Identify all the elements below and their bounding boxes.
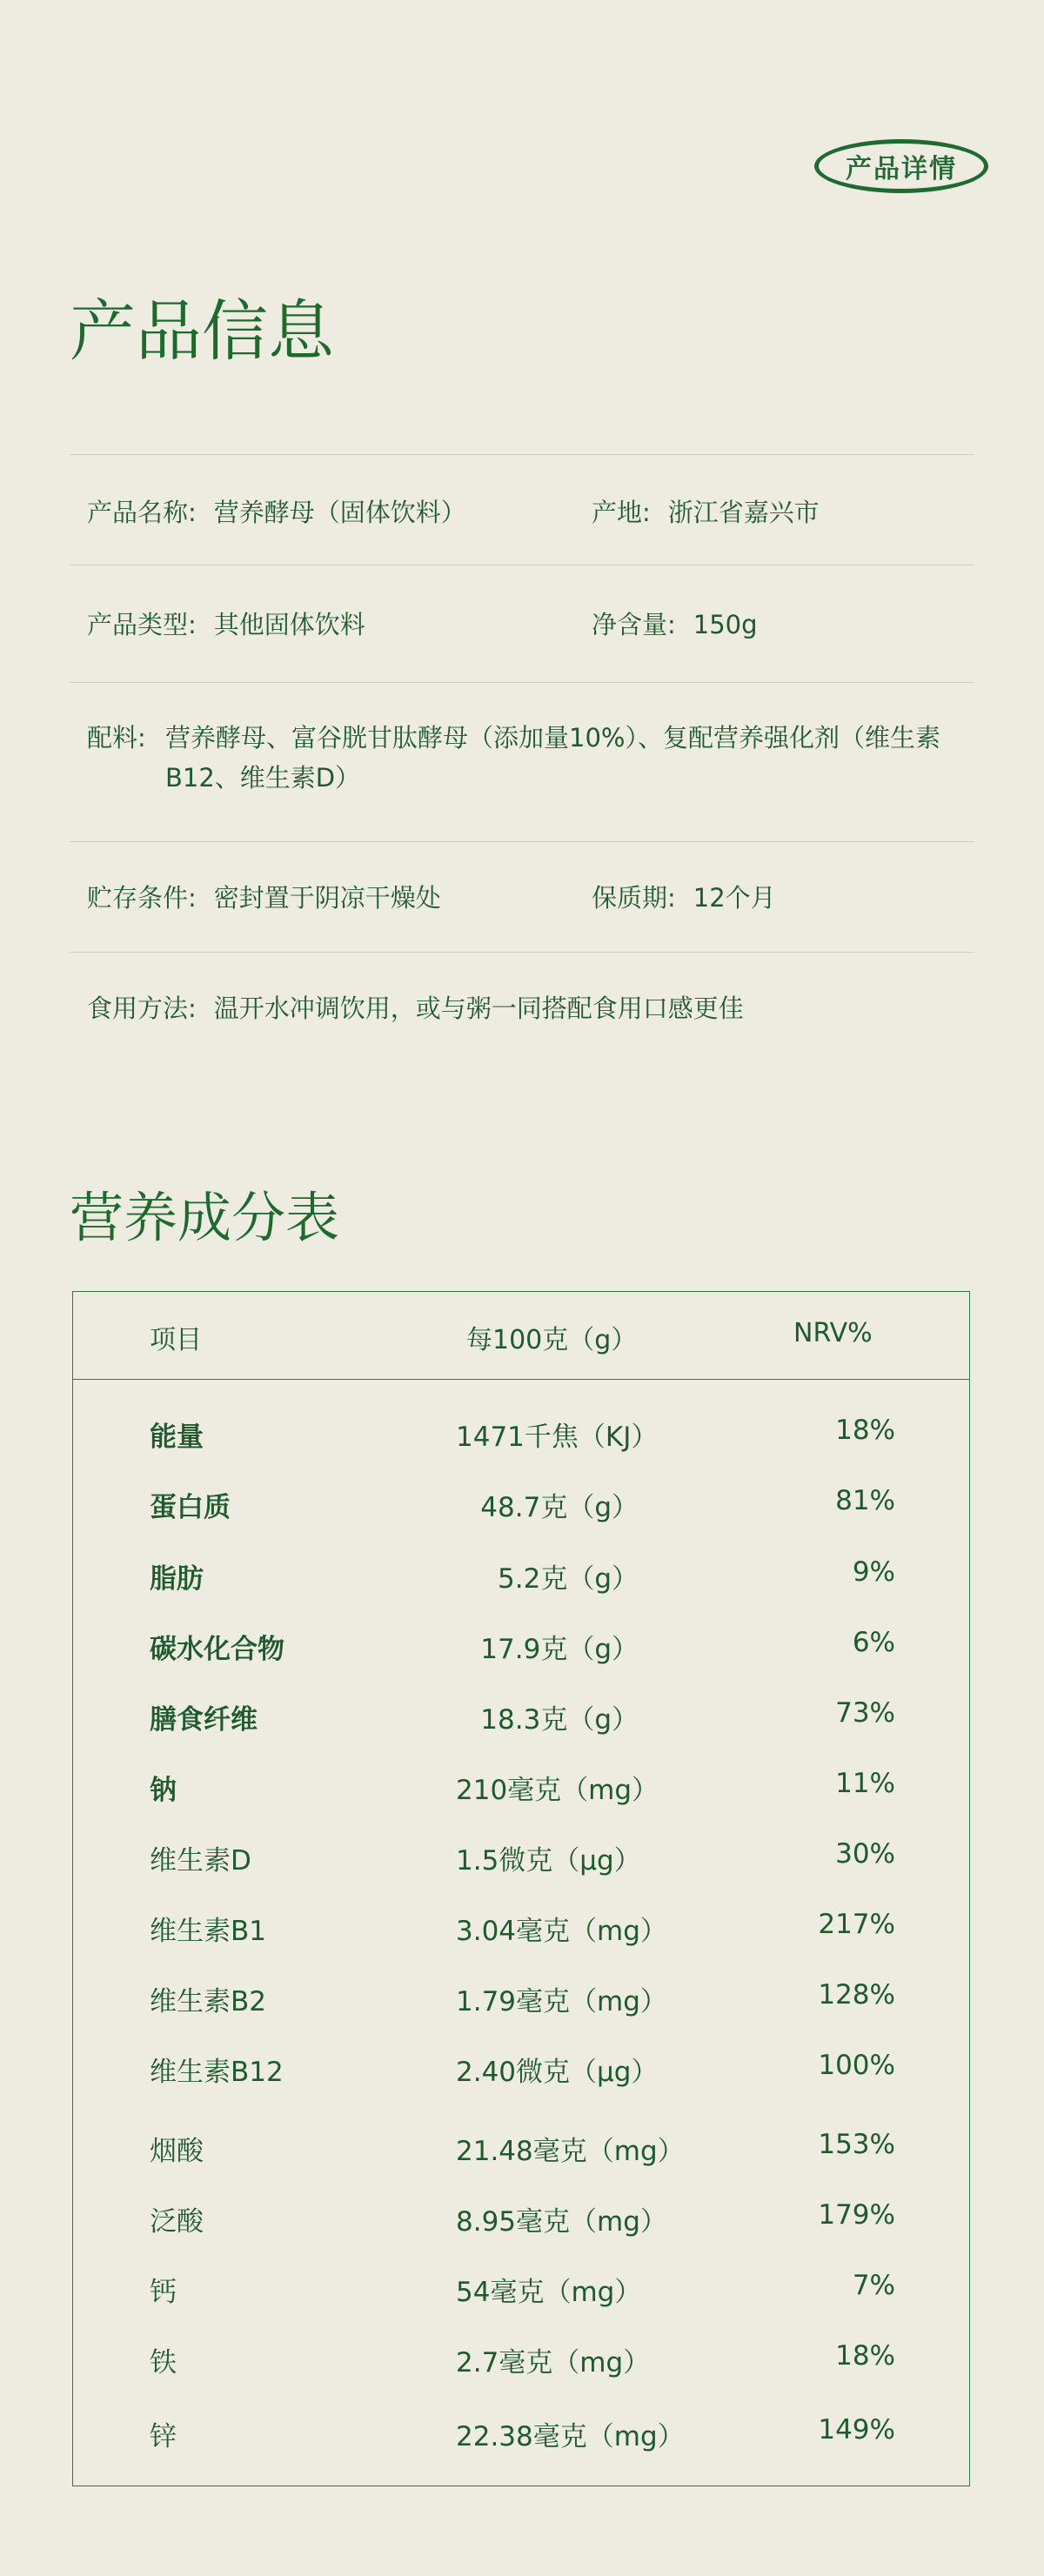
nutrition-table-header: [73, 1292, 969, 1380]
nutrient-amount: 1.5微克（μg）: [456, 1845, 641, 1877]
nutrient-nrv: 149%: [818, 2414, 895, 2446]
nutrition-row: [73, 2199, 969, 2238]
nutrition-row: [73, 2050, 969, 2088]
nutrition-row: [73, 2340, 969, 2379]
nutrient-name: 泛酸: [150, 2206, 204, 2238]
usage-field: [87, 989, 744, 1025]
nutrient-nrv: 6%: [852, 1627, 895, 1658]
product-details-badge: 产品详情: [814, 139, 988, 193]
header-item: 项目: [150, 1325, 202, 1355]
nutrition-table: [72, 1291, 970, 2486]
nutrition-row: [73, 1415, 969, 1453]
nutrition-row: [73, 1697, 969, 1736]
nutrient-nrv: 81%: [835, 1485, 895, 1516]
product-name-value: 营养酵母（固体饮料）: [213, 498, 466, 527]
origin-label: 产地:: [592, 498, 651, 527]
shelf-life-label: 保质期:: [592, 883, 676, 913]
product-type-label: 产品类型:: [87, 610, 197, 639]
nutrient-name: 钠: [150, 1775, 177, 1806]
nutrition-row: [73, 1909, 969, 1947]
nutrient-name: 膳食纤维: [150, 1704, 258, 1736]
net-content-field: [592, 606, 758, 641]
nutrient-amount: 1.79毫克（mg）: [456, 1986, 667, 2017]
nutrient-nrv: 9%: [852, 1556, 895, 1588]
info-row-storage: [70, 841, 974, 952]
nutrient-amount: 48.7克（g）: [480, 1492, 639, 1523]
shelf-life-value: 12个月: [693, 883, 776, 913]
nutrient-amount: 3.04毫克（mg）: [456, 1916, 667, 1947]
nutrition-row: [73, 2270, 969, 2308]
storage-field: [87, 879, 441, 914]
nutrient-amount: 8.95毫克（mg）: [456, 2206, 667, 2238]
nutrient-amount: 5.2克（g）: [498, 1563, 639, 1595]
nutrient-amount: 2.7毫克（mg）: [456, 2347, 651, 2379]
nutrient-name: 维生素B12: [150, 2057, 284, 2088]
nutrient-name: 碳水化合物: [150, 1634, 284, 1665]
nutrient-nrv: 100%: [818, 2050, 895, 2081]
nutrient-name: 锌: [150, 2421, 177, 2452]
nutrient-name: 铁: [150, 2347, 177, 2379]
nutrition-row: [73, 1838, 969, 1877]
nutrient-name: 蛋白质: [150, 1492, 231, 1523]
nutrient-nrv: 179%: [818, 2199, 895, 2231]
nutrition-row: [73, 1485, 969, 1523]
product-name-field: [87, 493, 466, 529]
nutrient-nrv: 128%: [818, 1979, 895, 2011]
nutrient-name: 维生素B2: [150, 1986, 266, 2017]
nutrient-amount: 18.3克（g）: [480, 1704, 639, 1736]
nutrient-amount: 21.48毫克（mg）: [456, 2136, 685, 2167]
info-row-usage: [70, 952, 974, 1062]
nutrition-row: [73, 1979, 969, 2017]
nutrition-row: [73, 1768, 969, 1806]
nutrient-nrv: 18%: [835, 1415, 895, 1446]
nutrient-amount: 1471千焦（KJ）: [456, 1422, 659, 1453]
ingredients-field: [87, 718, 940, 798]
nutrient-nrv: 30%: [835, 1838, 895, 1870]
origin-field: [592, 493, 820, 529]
shelf-life-field: [592, 879, 776, 914]
nutrient-nrv: 11%: [835, 1768, 895, 1799]
nutrient-name: 维生素D: [150, 1845, 251, 1877]
nutrition-row: [73, 1556, 969, 1595]
info-row-ingredients: [70, 682, 974, 841]
nutrition-row: [73, 2129, 969, 2167]
ingredients-line-1: 营养酵母、富谷胱甘肽酵母（添加量10%）、复配营养强化剂（维生素: [165, 723, 940, 753]
usage-value: 温开水冲调饮用，或与粥一同搭配食用口感更佳: [213, 994, 744, 1023]
product-type-value: 其他固体饮料: [213, 610, 365, 639]
nutrient-amount: 2.40微克（μg）: [456, 2057, 659, 2088]
nutrient-nrv: 18%: [835, 2340, 895, 2372]
nutrient-amount: 210毫克（mg）: [456, 1775, 659, 1806]
nutrient-name: 钙: [150, 2277, 177, 2308]
nutrient-name: 能量: [150, 1422, 204, 1453]
nutrient-amount: 54毫克（mg）: [456, 2277, 642, 2308]
info-row-type: [70, 565, 974, 682]
origin-value: 浙江省嘉兴市: [667, 498, 820, 527]
nutrient-amount: 17.9克（g）: [480, 1634, 639, 1665]
nutrition-row: [73, 1627, 969, 1665]
usage-label: 食用方法:: [87, 994, 197, 1023]
nutrition-title: 营养成分表: [70, 1186, 340, 1249]
info-row-name: [70, 454, 974, 565]
storage-label: 贮存条件:: [87, 883, 197, 913]
ingredients-label: 配料:: [87, 723, 146, 753]
nutrient-nrv: 73%: [835, 1697, 895, 1729]
product-type-field: [87, 606, 365, 641]
header-nrv: NRV%: [793, 1318, 873, 1348]
net-content-label: 净含量:: [592, 610, 676, 639]
nutrient-amount: 22.38毫克（mg）: [456, 2421, 685, 2452]
product-info-title: 产品信息: [70, 292, 334, 370]
nutrient-name: 脂肪: [150, 1563, 204, 1595]
nutrient-nrv: 7%: [852, 2270, 895, 2301]
ingredients-line-2: B12、维生素D）: [165, 763, 361, 793]
product-info-table: [70, 454, 974, 1062]
nutrient-nrv: 217%: [818, 1909, 895, 1940]
nutrition-row: [73, 2414, 969, 2452]
nutrient-nrv: 153%: [818, 2129, 895, 2160]
nutrient-name: 维生素B1: [150, 1916, 266, 1947]
header-per-100g: 每100克（g）: [466, 1325, 638, 1355]
product-name-label: 产品名称:: [87, 498, 197, 527]
storage-value: 密封置于阴凉干燥处: [213, 883, 441, 913]
nutrient-name: 烟酸: [150, 2136, 204, 2167]
net-content-value: 150g: [693, 610, 758, 639]
